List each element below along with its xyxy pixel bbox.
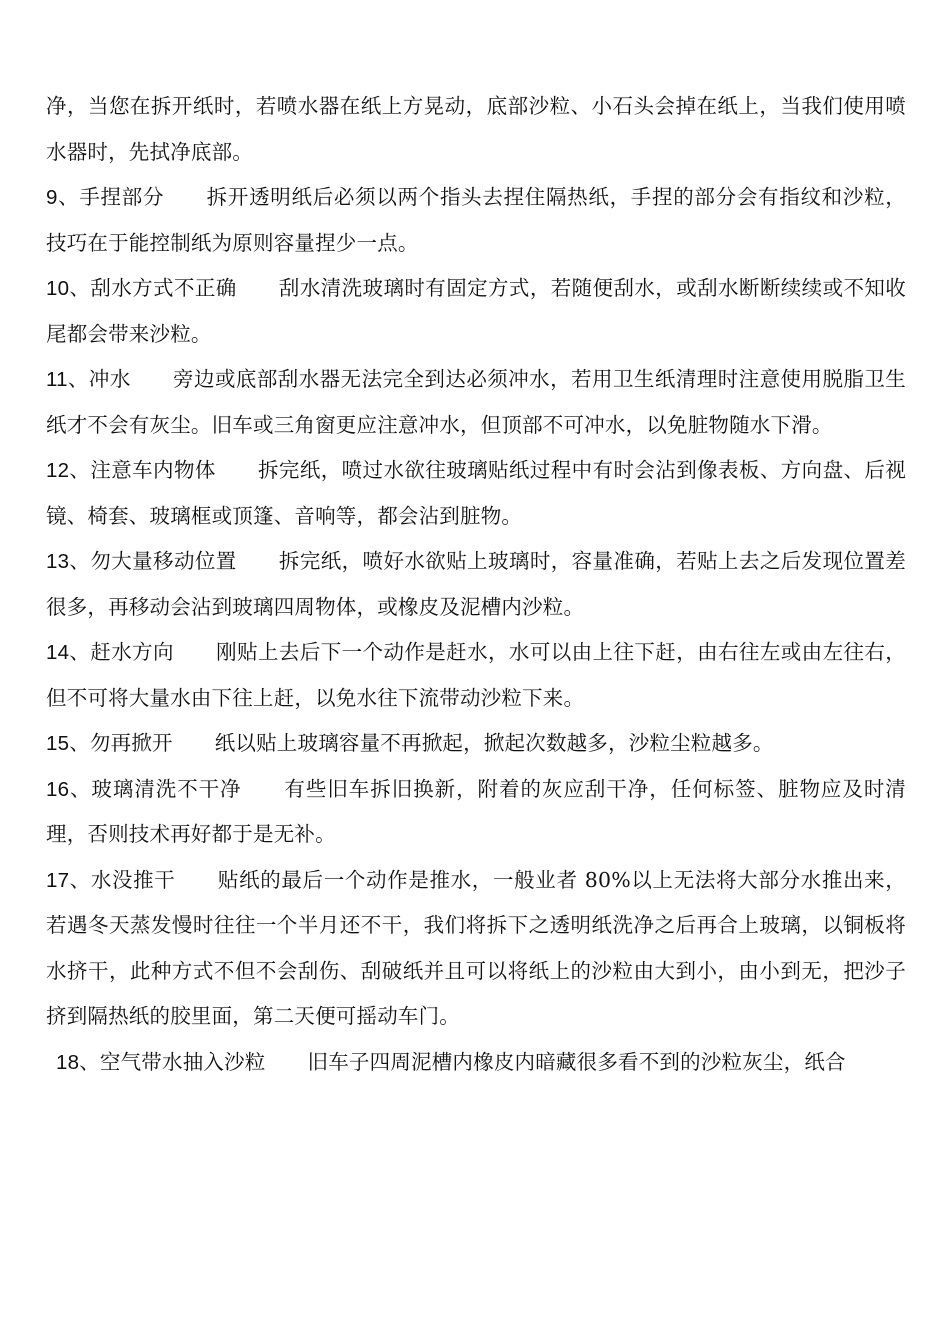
item-body: 刮水清洗玻璃时有固定方式，若随便刮水，或刮水断断续续或不知收尾都会带来沙粒。 <box>46 276 906 346</box>
paragraph-item-13 <box>46 539 906 630</box>
item-heading: 、注意车内物体 <box>69 458 216 482</box>
item-body: 有些旧车拆旧换新，附着的灰应刮干净，任何标签、脏物应及时清理，否则技术再好都于是无补。 <box>46 776 906 846</box>
item-body: 纸以贴上玻璃容量不再掀起，掀起次数越多，沙粒尘粒越多。 <box>214 731 774 755</box>
item-number: 13 <box>46 550 70 573</box>
item-heading: 、勿大量移动位置 <box>69 549 237 573</box>
item-number: 18 <box>56 1050 80 1074</box>
document-body <box>46 84 906 1085</box>
paragraph-item-10 <box>46 266 906 357</box>
item-number: 10 <box>46 277 70 300</box>
item-number: 15 <box>46 732 70 755</box>
item-heading: 、勿再掀开 <box>69 731 173 755</box>
paragraph-item-12 <box>46 448 906 539</box>
item-number: 16 <box>46 777 70 801</box>
item-number: 11 <box>46 368 68 391</box>
paragraph-continuation <box>46 84 906 175</box>
paragraph-item-11 <box>46 357 906 448</box>
item-body: 贴纸的最后一个动作是推水，一般业者 80%以上无法将大部分水推出来，若遇冬天蒸发慢时往往一个半月还不干，我们将拆下之透明纸洗净之后再合上玻璃，以铜板将水挤干，此种方式不但不会刮伤、刮破纸并且可以将纸上的沙粒由大到小，由小到无，把沙子挤到隔热纸的胶里面，第二天便可摇动车门。 <box>46 867 906 1028</box>
item-body: 旁边或底部刮水器无法完全到达必须冲水，若用卫生纸清理时注意使用脱脂卫生纸才不会有灰尘。旧车或三角窗更应注意冲水，但顶部不可冲水，以免脏物随水下滑。 <box>46 367 907 437</box>
item-number: 12 <box>46 459 70 482</box>
item-body: 拆完纸，喷过水欲往玻璃贴纸过程中有时会沾到像表板、方向盘、后视镜、椅套、玻璃框或顶篷、音响等，都会沾到脏物。 <box>46 458 907 528</box>
item-heading: 、玻璃清洗不干净 <box>69 776 242 801</box>
item-body: 拆开透明纸后必须以两个指头去捏住隔热纸，手捏的部分会有指纹和沙粒，技巧在于能控制纸为原则容量捏少一点。 <box>46 185 906 255</box>
paragraph-item-18 <box>46 1040 906 1086</box>
item-number: 14 <box>46 641 70 664</box>
item-heading: 、刮水方式不正确 <box>69 276 237 300</box>
item-heading: 、水没推干 <box>69 867 176 892</box>
item-number: 9 <box>46 186 58 209</box>
item-body: 刚贴上去后下一个动作是赶水，水可以由上往下赶，由右往左或由左往右，但不可将大量水由下往上赶，以免水往下流带动沙粒下来。 <box>46 640 906 710</box>
paragraph-item-9 <box>46 175 906 266</box>
item-heading: 、手捏部分 <box>57 185 165 209</box>
item-heading: 、赶水方向 <box>69 640 174 664</box>
item-number: 17 <box>46 868 70 892</box>
paragraph-item-14 <box>46 630 906 721</box>
paragraph-item-15 <box>46 721 906 767</box>
item-body: 拆完纸，喷好水欲贴上玻璃时，容量准确，若贴上去之后发现位置差很多，再移动会沾到玻璃四周物体，或橡皮及泥槽内沙粒。 <box>46 549 906 619</box>
item-heading: 、冲水 <box>67 367 131 391</box>
paragraph-item-16 <box>46 767 906 858</box>
item-heading: 、空气带水抽入沙粒 <box>79 1049 266 1074</box>
paragraph-body: 净，当您在拆开纸时，若喷水器在纸上方晃动，底部沙粒、小石头会掉在纸上，当我们使用喷水器时，先拭净底部。 <box>46 94 906 164</box>
paragraph-item-17 <box>46 858 906 1040</box>
item-body: 旧车子四周泥槽内橡皮内暗藏很多看不到的沙粒灰尘，纸合 <box>307 1049 846 1074</box>
